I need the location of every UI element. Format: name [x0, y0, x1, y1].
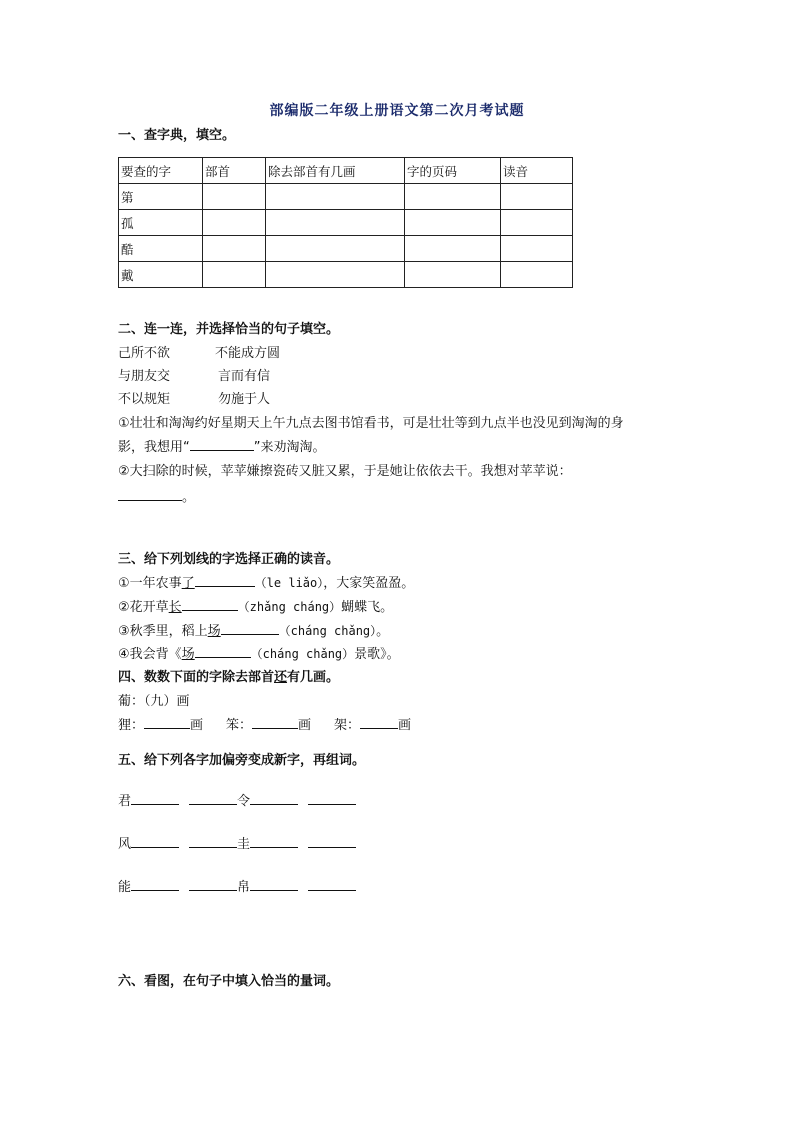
table-header: 部首 — [203, 158, 266, 184]
pair-left[interactable]: 不以规矩 — [118, 392, 171, 407]
table-cell-input[interactable] — [405, 210, 501, 236]
base-char: 君 — [118, 794, 132, 809]
answer-blank[interactable] — [189, 793, 237, 805]
answer-blank[interactable] — [252, 717, 298, 729]
pinyin-item — [118, 596, 393, 615]
pair-right[interactable]: 不能成方圆 — [215, 346, 281, 361]
pair-left[interactable]: 己所不欲 — [118, 346, 171, 361]
base-char: 圭 — [237, 837, 251, 852]
table-cell-input[interactable] — [405, 262, 501, 288]
answer-blank[interactable] — [250, 879, 298, 891]
table-cell-char: 第 — [119, 184, 203, 210]
answer-blank[interactable] — [190, 439, 254, 451]
pinyin-item — [118, 620, 389, 639]
table-cell-input[interactable] — [203, 236, 266, 262]
pinyin-options: （le liǎo） — [254, 576, 324, 590]
base-char: 能 — [118, 880, 132, 895]
base-char: 风 — [118, 837, 132, 852]
answer-blank[interactable] — [250, 836, 298, 848]
example-line: 葡：（九）画 — [118, 694, 190, 709]
answer-blank[interactable] — [250, 793, 298, 805]
underlined-char: 长 — [168, 600, 182, 615]
heading-text: 有几画。 — [287, 670, 340, 685]
answer-blank[interactable] — [195, 575, 255, 587]
section5-heading: 五、给下列各字加偏旁变成新字，再组词。 — [118, 753, 366, 768]
answer-blank[interactable] — [195, 646, 251, 658]
item-text: ，大家笑盈盈。 — [323, 576, 415, 591]
answer-blank[interactable] — [182, 599, 238, 611]
answer-blank[interactable] — [131, 879, 179, 891]
item-text: ④我会背《 — [118, 647, 182, 662]
table-cell-char: 酷 — [119, 236, 203, 262]
item-text: 景歌》。 — [354, 647, 400, 662]
radical-row — [118, 790, 356, 809]
table-cell-input[interactable] — [266, 184, 405, 210]
table-row — [119, 210, 573, 236]
table-header: 字的页码 — [405, 158, 501, 184]
section3-heading: 三、给下列划线的字选择正确的读音。 — [118, 552, 340, 567]
table-row — [119, 236, 573, 262]
item-text: 。 — [376, 624, 390, 639]
pinyin-options: （zhǎng cháng） — [237, 600, 342, 614]
answer-blank[interactable] — [360, 717, 398, 729]
table-cell-char: 孤 — [119, 210, 203, 236]
table-cell-input[interactable] — [203, 262, 266, 288]
item-unit: 画 — [190, 718, 204, 733]
question-text: ”来劝淘淘。 — [253, 440, 326, 455]
item-unit: 画 — [298, 718, 312, 733]
table-cell-input[interactable] — [203, 210, 266, 236]
answer-blank[interactable] — [118, 489, 182, 501]
radical-row — [118, 876, 356, 895]
table-row — [119, 262, 573, 288]
table-header: 除去部首有几画 — [266, 158, 405, 184]
section1-heading: 一、查字典，填空。 — [118, 128, 236, 143]
stroke-item — [226, 714, 311, 733]
stroke-item — [118, 714, 203, 733]
answer-blank[interactable] — [308, 879, 356, 891]
item-text: 蝴蝶飞。 — [341, 600, 394, 615]
answer-blank[interactable] — [189, 836, 237, 848]
heading-text: 四、数数下面的字除去部首 — [118, 670, 275, 685]
question-line — [118, 486, 195, 505]
underlined-char: 场 — [181, 647, 195, 662]
table-row — [119, 184, 573, 210]
table-cell-input[interactable] — [203, 184, 266, 210]
question-line: ①壮壮和淘淘约好星期天上午九点去图书馆看书，可是壮壮等到九点半也没见到淘淘的身 — [118, 416, 624, 431]
table-cell-input[interactable] — [266, 236, 405, 262]
item-char: 笨： — [226, 718, 253, 733]
lookup-table — [118, 157, 573, 288]
item-text: ①一年农事 — [118, 576, 182, 591]
table-cell-input[interactable] — [266, 210, 405, 236]
item-char: 狸： — [118, 718, 145, 733]
table-cell-input[interactable] — [405, 184, 501, 210]
underlined-char: 了 — [181, 576, 195, 591]
question-text: 。 — [182, 490, 196, 505]
table-cell-input[interactable] — [501, 184, 573, 210]
item-char: 架： — [334, 718, 361, 733]
table-header: 要查的字 — [119, 158, 203, 184]
section6-heading: 六、看图，在句子中填入恰当的量词。 — [118, 974, 340, 989]
question-text: 影，我想用“ — [118, 440, 190, 455]
answer-blank[interactable] — [131, 793, 179, 805]
pair-left[interactable]: 与朋友交 — [118, 369, 171, 384]
answer-blank[interactable] — [131, 836, 179, 848]
pinyin-item — [118, 643, 400, 662]
table-cell-input[interactable] — [501, 210, 573, 236]
item-unit: 画 — [398, 718, 412, 733]
table-cell-input[interactable] — [501, 262, 573, 288]
table-cell-char: 戴 — [119, 262, 203, 288]
question-line: ②大扫除的时候，苹苹嫌擦瓷砖又脏又累，于是她让依依去干。我想对苹苹说： — [118, 464, 572, 479]
section4-heading — [118, 666, 339, 685]
pair-right[interactable]: 言而有信 — [218, 369, 271, 384]
table-header-row — [119, 158, 573, 184]
stroke-item — [334, 714, 411, 733]
section2-heading: 二、连一连，并选择恰当的句子填空。 — [118, 322, 340, 337]
pinyin-item — [118, 572, 414, 591]
item-text: ③秋季里，稻上 — [118, 624, 208, 639]
answer-blank[interactable] — [308, 836, 356, 848]
pinyin-options: （cháng chǎng） — [278, 624, 377, 638]
question-line — [118, 436, 326, 455]
answer-blank[interactable] — [221, 623, 279, 635]
pinyin-options: （cháng chǎng） — [250, 647, 355, 661]
table-cell-input[interactable] — [501, 236, 573, 262]
underlined-char: 场 — [207, 624, 221, 639]
base-char: 帛 — [237, 880, 251, 895]
radical-row — [118, 833, 356, 852]
answer-blank[interactable] — [308, 793, 356, 805]
pair-right[interactable]: 勿施于人 — [218, 392, 271, 407]
heading-underlined: 还 — [274, 670, 288, 685]
page-title: 部编版二年级上册语文第二次月考试题 — [269, 103, 525, 119]
answer-blank[interactable] — [189, 879, 237, 891]
table-header: 读音 — [501, 158, 573, 184]
item-text: ②花开草 — [118, 600, 169, 615]
table-cell-input[interactable] — [266, 262, 405, 288]
base-char: 令 — [237, 794, 251, 809]
answer-blank[interactable] — [144, 717, 190, 729]
table-cell-input[interactable] — [405, 236, 501, 262]
